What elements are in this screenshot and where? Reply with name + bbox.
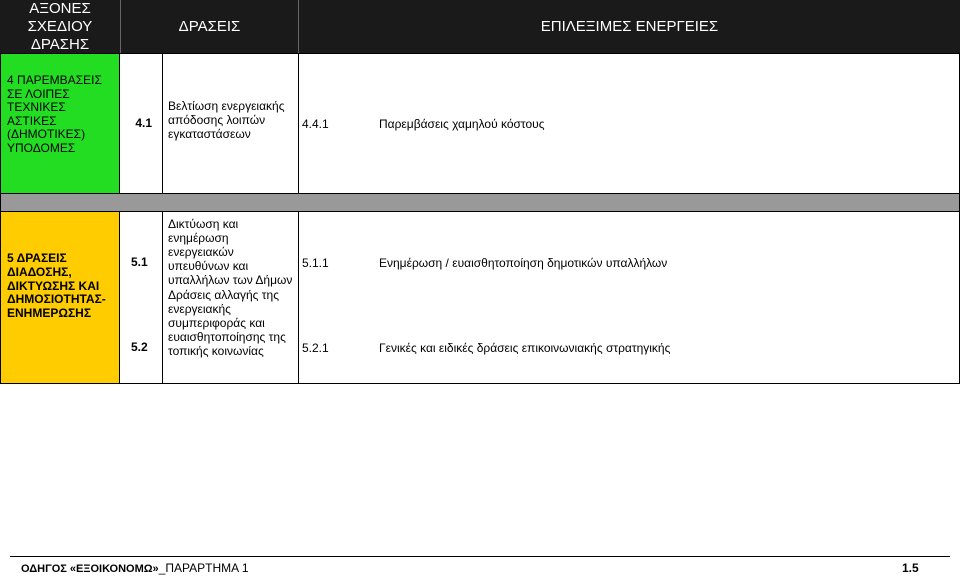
section4-axis-label: 4 ΠΑΡΕΜΒΑΣΕΙΣ ΣΕ ΛΟΙΠΕΣ ΤΕΧΝΙΚΕΣ ΑΣΤΙΚΕΣ (ΔΗΜΟΤΙΚΕΣ) ΥΠΟΔΟΜΕΣ bbox=[7, 73, 102, 155]
section4-action-text-cell bbox=[162, 53, 299, 194]
section5-action-text-1: Δικτύωση και ενημέρωση ενεργειακών υπευθύνων και υπαλλήλων των Δήμων bbox=[168, 217, 293, 287]
section5-energy-text-2: Γενικές και ειδικές δράσεις επικοινωνιακής στρατηγικής bbox=[379, 341, 671, 355]
header-energy-actions bbox=[298, 0, 960, 53]
footer-page-number: 1.5 bbox=[902, 561, 919, 575]
header-axes bbox=[0, 0, 120, 53]
section4-action-code: 4.1 bbox=[135, 115, 152, 130]
header-actions bbox=[120, 0, 298, 53]
section5-action-text-cell bbox=[162, 211, 299, 384]
section5-action-code-1: 5.1 bbox=[131, 255, 148, 269]
footer-rule bbox=[10, 556, 950, 557]
section5-energy-code-1: 5.1.1 bbox=[302, 256, 329, 270]
section4-action-code-cell bbox=[119, 53, 163, 194]
footer-guide-bold: ΟΔΗΓΟΣ «ΕΞΟΙΚΟΝΟΜΩ» bbox=[21, 563, 159, 575]
section5-energy-cell bbox=[298, 211, 960, 384]
section5-energy-code-2: 5.2.1 bbox=[302, 341, 329, 355]
section4-energy-cell bbox=[298, 53, 960, 194]
header-energy-actions-label: ΕΠΙΛΕΞΙΜΕΣ ΕΝΕΡΓΕΙΕΣ bbox=[540, 17, 719, 35]
footer-guide-rest: _ΠΑΡΑΡΤΗΜΑ 1 bbox=[158, 561, 249, 575]
section4-energy-code: 4.4.1 bbox=[302, 117, 329, 131]
section5-action-code-cell bbox=[119, 211, 163, 384]
section5-action-text-2: Δράσεις αλλαγής της ενεργειακής συμπεριφοράς και ευαισθητοποίησης της τοπικής κοινωνίας bbox=[168, 288, 286, 358]
footer-guide bbox=[21, 561, 249, 576]
section5-axis-label: 5 ΔΡΑΣΕΙΣ ΔΙΑΔΟΣΗΣ, ΔΙΚΤΥΩΣΗΣ ΚΑΙ ΔΗΜΟΣΙΟΤΗΤΑΣ-ΕΝΗΜΕΡΩΣΗΣ bbox=[7, 251, 106, 321]
section4-action-text: Βελτίωση ενεργειακής απόδοσης λοιπών εγκαταστάσεων bbox=[168, 99, 285, 141]
section5-action-code-2: 5.2 bbox=[131, 340, 148, 354]
section5-energy-text-1: Ενημέρωση / ευαισθητοποίηση δημοτικών υπαλλήλων bbox=[379, 256, 668, 270]
section4-energy-text: Παρεμβάσεις χαμηλού κόστους bbox=[379, 117, 545, 131]
header-actions-label: ΔΡΑΣΕΙΣ bbox=[178, 17, 241, 35]
separator-row bbox=[0, 193, 960, 212]
header-axes-label: ΑΞΟΝΕΣ ΣΧΕΔΙΟΥ ΔΡΑΣΗΣ bbox=[27, 0, 93, 53]
section4-axis-cell bbox=[0, 53, 120, 194]
section5-axis-cell bbox=[0, 211, 120, 384]
